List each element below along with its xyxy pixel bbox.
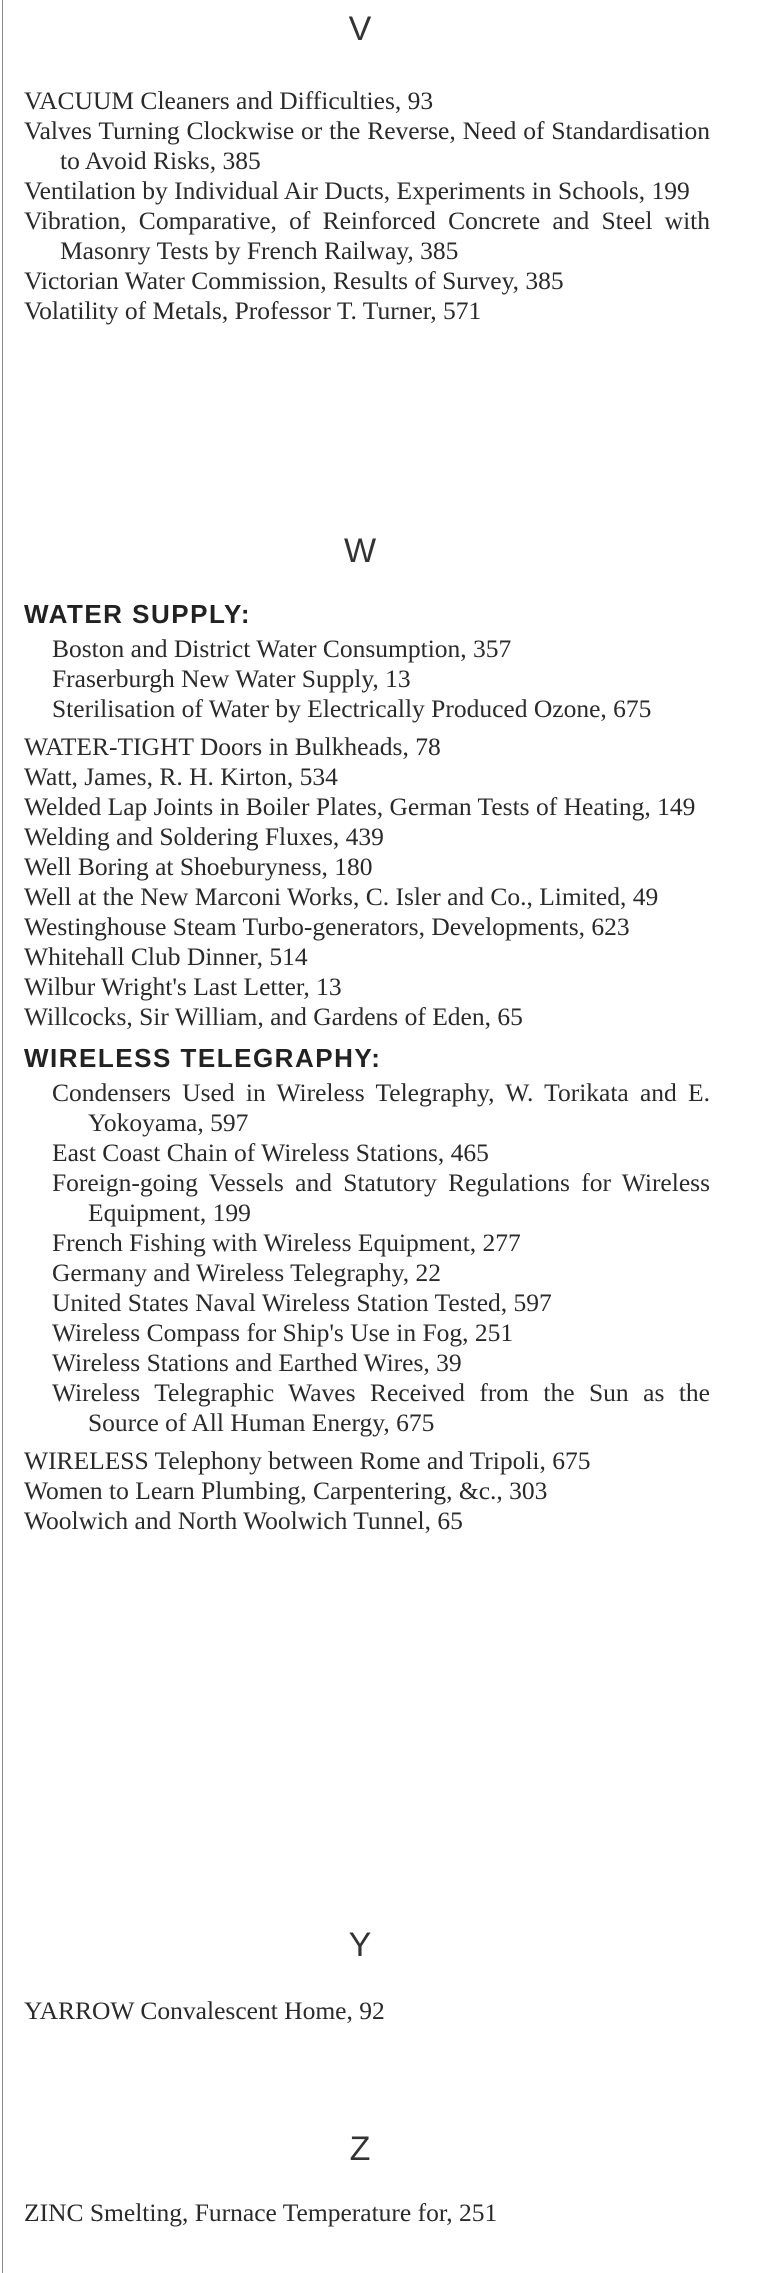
section-letter-z: Z xyxy=(349,2130,371,2168)
index-subentry: Wireless Compass for Ship's Use in Fog, 251 xyxy=(52,1318,514,1347)
wireless-telegraphy-subentries xyxy=(24,1078,710,1438)
index-entry: ZINC Smelting, Furnace Temperature for, 251 xyxy=(24,2198,498,2227)
index-entry: Whitehall Club Dinner, 514 xyxy=(24,942,308,971)
index-entry: Well Boring at Shoeburyness, 180 xyxy=(24,852,373,881)
index-entry: Vibration, Comparative, of Reinforced Concrete and Steel with Masonry Tests by French Railway, 385 xyxy=(24,206,710,265)
index-subentry: Foreign-going Vessels and Statutory Regulations for Wireless Equipment, 199 xyxy=(52,1168,710,1227)
index-subentry: French Fishing with Wireless Equipment, 277 xyxy=(52,1228,521,1257)
index-entry: Watt, James, R. H. Kirton, 534 xyxy=(24,762,338,791)
index-entry: Women to Learn Plumbing, Carpentering, &c., 303 xyxy=(24,1476,548,1505)
index-subentry: Fraserburgh New Water Supply, 13 xyxy=(52,664,411,693)
index-subentry: United States Naval Wireless Station Tested, 597 xyxy=(52,1288,552,1317)
section-letter-w: W xyxy=(343,532,377,570)
index-subentry: Boston and District Water Consumption, 357 xyxy=(52,634,512,663)
index-entry: Willcocks, Sir William, and Gardens of Eden, 65 xyxy=(24,1002,523,1031)
index-entry: Welding and Soldering Fluxes, 439 xyxy=(24,822,384,851)
index-entry: Ventilation by Individual Air Ducts, Experiments in Schools, 199 xyxy=(24,176,690,205)
index-entry: Well at the New Marconi Works, C. Isler and Co., Limited, 49 xyxy=(24,882,659,911)
water-supply-subentries xyxy=(24,634,710,724)
index-subentry: Sterilisation of Water by Electrically Produced Ozone, 675 xyxy=(52,694,652,723)
section-y-entries xyxy=(24,1996,710,2026)
index-entry: WATER-TIGHT Doors in Bulkheads, 78 xyxy=(24,732,441,761)
section-w-entries xyxy=(24,598,710,1536)
section-letter-y: Y xyxy=(348,1926,372,1964)
index-entry: YARROW Convalescent Home, 92 xyxy=(24,1996,385,2025)
index-subentry: Germany and Wireless Telegraphy, 22 xyxy=(52,1258,442,1287)
index-entry: Wilbur Wright's Last Letter, 13 xyxy=(24,972,342,1001)
index-subentry: Wireless Stations and Earthed Wires, 39 xyxy=(52,1348,462,1377)
index-entry: WIRELESS Telephony between Rome and Tripoli, 675 xyxy=(24,1446,591,1475)
index-subentry: Condensers Used in Wireless Telegraphy, W. Torikata and E. Yokoyama, 597 xyxy=(52,1078,710,1137)
index-subentry: East Coast Chain of Wireless Stations, 465 xyxy=(52,1138,489,1167)
index-subentry: Wireless Telegraphic Waves Received from the Sun as the Source of All Human Energy, 675 xyxy=(52,1378,710,1437)
section-v-entries xyxy=(24,86,710,326)
index-entry: Woolwich and North Woolwich Tunnel, 65 xyxy=(24,1506,463,1535)
index-entry: Welded Lap Joints in Boiler Plates, German Tests of Heating, 149 xyxy=(24,792,696,821)
section-letter-v: V xyxy=(348,10,372,48)
index-entry: VACUUM Cleaners and Difficulties, 93 xyxy=(24,86,434,115)
index-entry: Victorian Water Commission, Results of Survey, 385 xyxy=(24,266,564,295)
index-entry: Westinghouse Steam Turbo-generators, Developments, 623 xyxy=(24,912,630,941)
water-supply-heading: WATER SUPPLY: xyxy=(24,599,252,629)
section-z-entries xyxy=(24,2198,710,2228)
index-entry: Valves Turning Clockwise or the Reverse, Need of Standardisation to Avoid Risks, 385 xyxy=(24,116,710,175)
wireless-telegraphy-heading: WIRELESS TELEGRAPHY: xyxy=(24,1043,382,1073)
index-entry: Volatility of Metals, Professor T. Turner, 571 xyxy=(24,296,482,325)
